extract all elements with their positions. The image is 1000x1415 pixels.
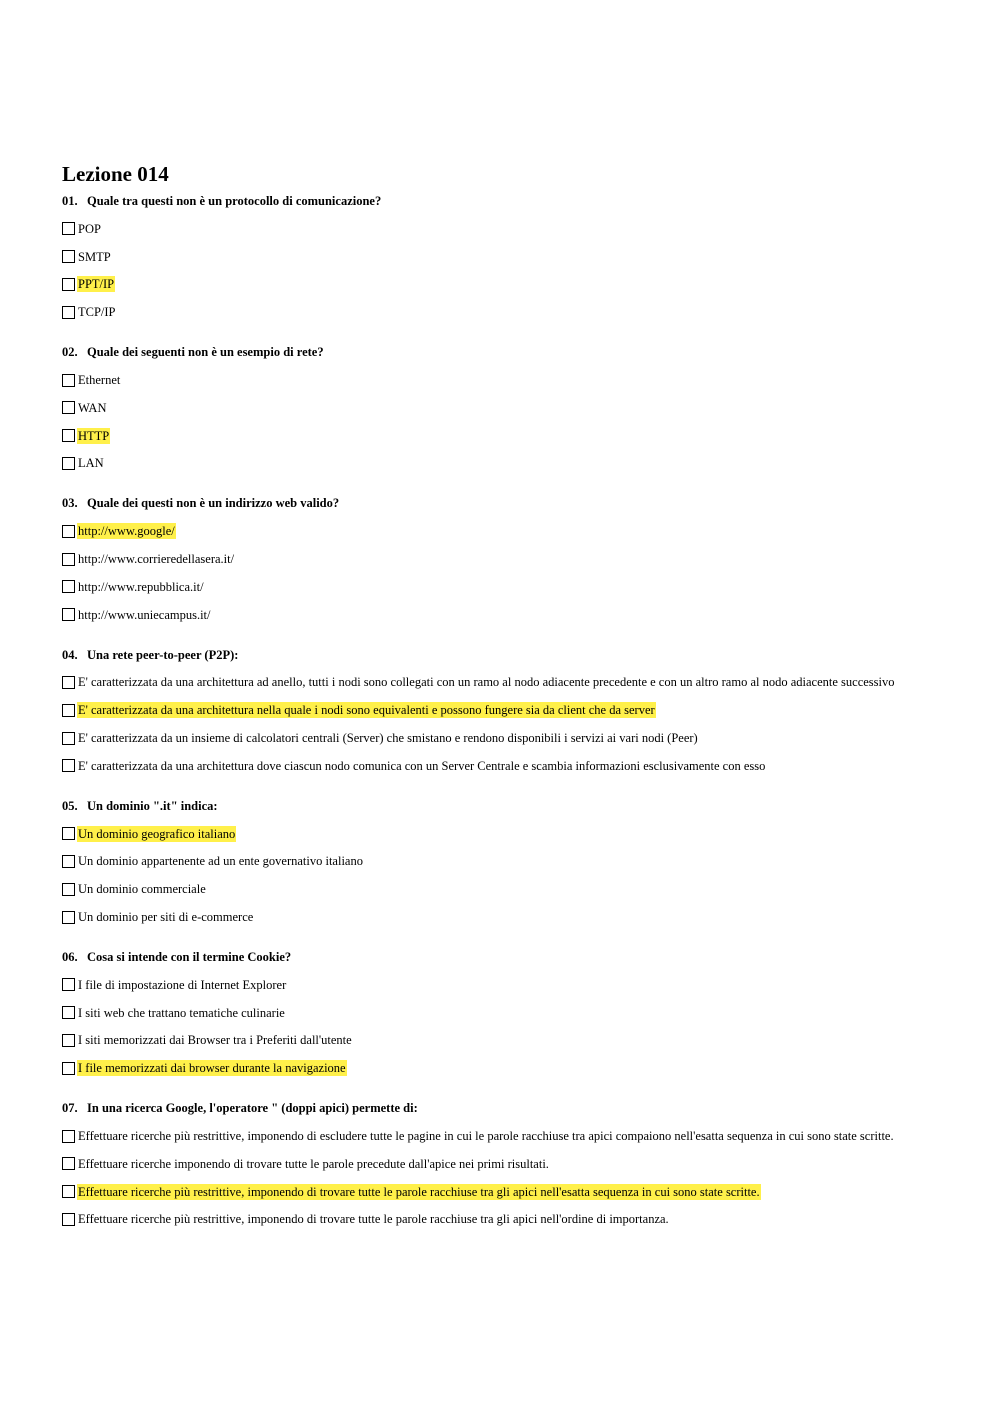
answer-option[interactable] xyxy=(62,696,962,724)
answer-option[interactable] xyxy=(62,999,962,1027)
checkbox-icon[interactable] xyxy=(62,1006,75,1019)
answer-option[interactable] xyxy=(62,1054,962,1082)
answer-option[interactable] xyxy=(62,971,962,999)
question-text xyxy=(62,339,962,366)
question-number: 03. xyxy=(62,496,78,511)
answer-label: WAN xyxy=(78,400,107,415)
question-spacer xyxy=(62,931,962,944)
question-number: 02. xyxy=(62,345,78,360)
question-block xyxy=(62,188,962,326)
question-number: 07. xyxy=(62,1101,78,1116)
answer-label: http://www.corrieredellasera.it/ xyxy=(78,552,235,567)
answer-option[interactable] xyxy=(62,1150,962,1178)
answer-label: LAN xyxy=(78,456,104,471)
question-label: Quale dei questi non è un indirizzo web valido? xyxy=(87,496,340,511)
checkbox-icon[interactable] xyxy=(62,401,75,414)
answer-option[interactable] xyxy=(62,1122,962,1150)
answer-label: Ethernet xyxy=(78,373,121,388)
question-spacer xyxy=(62,326,962,339)
checkbox-icon[interactable] xyxy=(62,250,75,263)
checkbox-icon[interactable] xyxy=(62,855,75,868)
question-number: 04. xyxy=(62,647,78,662)
answer-option[interactable] xyxy=(62,601,962,629)
answer-option[interactable] xyxy=(62,545,962,573)
question-block xyxy=(62,944,962,1082)
answer-label-highlighted: Effettuare ricerche più restrittive, imponendo di trovare tutte le parole racchiuse tra gli apici nell'esatta sequenza in cui sono state scritte. xyxy=(78,1184,760,1199)
lesson-title: Lezione 014 xyxy=(62,162,169,186)
answer-option[interactable] xyxy=(62,366,962,394)
checkbox-icon[interactable] xyxy=(62,374,75,387)
question-block xyxy=(62,793,962,931)
answer-option[interactable] xyxy=(62,450,962,478)
question-spacer xyxy=(62,1082,962,1095)
answer-label-highlighted: I file memorizzati dai browser durante la navigazione xyxy=(78,1061,346,1076)
checkbox-icon[interactable] xyxy=(62,580,75,593)
checkbox-icon[interactable] xyxy=(62,429,75,442)
answer-option[interactable] xyxy=(62,1206,962,1234)
answer-option[interactable] xyxy=(62,271,962,299)
question-block xyxy=(62,490,962,628)
answer-option[interactable] xyxy=(62,1027,962,1055)
checkbox-icon[interactable] xyxy=(62,759,75,772)
question-number: 06. xyxy=(62,949,78,964)
answer-label: Un dominio per siti di e-commerce xyxy=(78,910,254,925)
checkbox-icon[interactable] xyxy=(62,553,75,566)
answer-option[interactable] xyxy=(62,724,962,752)
answer-option[interactable] xyxy=(62,903,962,931)
question-label: Quale tra questi non è un protocollo di comunicazione? xyxy=(87,194,382,208)
question-block xyxy=(62,642,962,780)
checkbox-icon[interactable] xyxy=(62,1062,75,1075)
question-label: Cosa si intende con il termine Cookie? xyxy=(87,949,292,964)
checkbox-icon[interactable] xyxy=(62,457,75,470)
answer-label-highlighted: http://www.google/ xyxy=(78,524,175,539)
question-label: Un dominio ".it" indica: xyxy=(87,798,218,813)
checkbox-icon[interactable] xyxy=(62,827,75,840)
checkbox-icon[interactable] xyxy=(62,883,75,896)
answer-label: I siti web che trattano tematiche culinarie xyxy=(78,1005,285,1020)
answer-label: Un dominio appartenente ad un ente governativo italiano xyxy=(78,854,363,869)
checkbox-icon[interactable] xyxy=(62,1130,75,1143)
question-label: Quale dei seguenti non è un esempio di rete? xyxy=(87,345,324,360)
answer-label: Effettuare ricerche più restrittive, imponendo di escludere tutte le pagine in cui le parole racchiuse tra apici compaiono nell'esatta sequenza in cui sono state scritte. xyxy=(78,1129,894,1144)
question-text xyxy=(62,188,962,215)
answer-option[interactable] xyxy=(62,394,962,422)
answer-label: http://www.repubblica.it/ xyxy=(78,579,204,594)
checkbox-icon[interactable] xyxy=(62,1034,75,1047)
answer-option[interactable] xyxy=(62,820,962,848)
answer-option[interactable] xyxy=(62,848,962,876)
answer-option[interactable] xyxy=(62,1178,962,1206)
answer-option[interactable] xyxy=(62,875,962,903)
quiz-page xyxy=(62,160,962,1233)
checkbox-icon[interactable] xyxy=(62,306,75,319)
checkbox-icon[interactable] xyxy=(62,676,75,689)
checkbox-icon[interactable] xyxy=(62,1185,75,1198)
question-text xyxy=(62,944,962,971)
answer-option[interactable] xyxy=(62,243,962,271)
answer-label: POP xyxy=(78,221,101,236)
answer-option[interactable] xyxy=(62,215,962,243)
question-text xyxy=(62,490,962,517)
checkbox-icon[interactable] xyxy=(62,525,75,538)
question-spacer xyxy=(62,629,962,642)
answer-label: E' caratterizzata da una architettura ad anello, tutti i nodi sono collegati con un ramo al nodo adiacente precedente e con un altro ramo al nodo adiacente successivo xyxy=(78,675,895,690)
answer-label: Un dominio commerciale xyxy=(78,882,206,897)
checkbox-icon[interactable] xyxy=(62,1213,75,1226)
question-text xyxy=(62,642,962,669)
checkbox-icon[interactable] xyxy=(62,1157,75,1170)
question-text xyxy=(62,793,962,820)
question-text xyxy=(62,1095,962,1122)
answer-label: E' caratterizzata da un insieme di calcolatori centrali (Server) che smistano e rendono disponibili i servizi ai vari nodi (Peer) xyxy=(78,731,698,746)
answer-label-highlighted: Un dominio geografico italiano xyxy=(78,826,236,841)
checkbox-icon[interactable] xyxy=(62,608,75,621)
question-list xyxy=(62,188,962,1233)
answer-label: SMTP xyxy=(78,249,111,264)
answer-option[interactable] xyxy=(62,422,962,450)
answer-label: Effettuare ricerche imponendo di trovare tutte le parole precedute dall'apice nei primi risultati. xyxy=(78,1156,549,1171)
answer-label-highlighted: E' caratterizzata da una architettura nella quale i nodi sono equivalenti e possono fungere sia da client che da server xyxy=(78,703,655,718)
checkbox-icon[interactable] xyxy=(62,732,75,745)
answer-label: http://www.uniecampus.it/ xyxy=(78,607,211,622)
question-spacer xyxy=(62,780,962,793)
answer-label: Effettuare ricerche più restrittive, imponendo di trovare tutte le parole racchiuse tra gli apici nell'ordine di importanza. xyxy=(78,1212,669,1227)
question-label: In una ricerca Google, l'operatore " (doppi apici) permette di: xyxy=(87,1101,418,1116)
question-label: Una rete peer-to-peer (P2P): xyxy=(87,647,239,662)
question-block xyxy=(62,339,962,477)
checkbox-icon[interactable] xyxy=(62,704,75,717)
checkbox-icon[interactable] xyxy=(62,278,75,291)
answer-label: E' caratterizzata da una architettura dove ciascun nodo comunica con un Server Centrale e scambia informazioni esclusivamente con esso xyxy=(78,758,766,773)
answer-option[interactable] xyxy=(62,669,962,697)
question-block xyxy=(62,1095,962,1233)
question-number: 05. xyxy=(62,798,78,813)
answer-label-highlighted: HTTP xyxy=(78,428,110,443)
answer-label-highlighted: PPT/IP xyxy=(78,277,115,292)
answer-option[interactable] xyxy=(62,573,962,601)
question-number: 01. xyxy=(62,194,78,208)
answer-label: I file di impostazione di Internet Explorer xyxy=(78,977,287,992)
checkbox-icon[interactable] xyxy=(62,911,75,924)
answer-label: I siti memorizzati dai Browser tra i Preferiti dall'utente xyxy=(78,1033,352,1048)
question-spacer xyxy=(62,477,962,490)
answer-option[interactable] xyxy=(62,298,962,326)
answer-label: TCP/IP xyxy=(78,305,116,320)
answer-option[interactable] xyxy=(62,752,962,780)
answer-option[interactable] xyxy=(62,517,962,545)
checkbox-icon[interactable] xyxy=(62,222,75,235)
checkbox-icon[interactable] xyxy=(62,978,75,991)
